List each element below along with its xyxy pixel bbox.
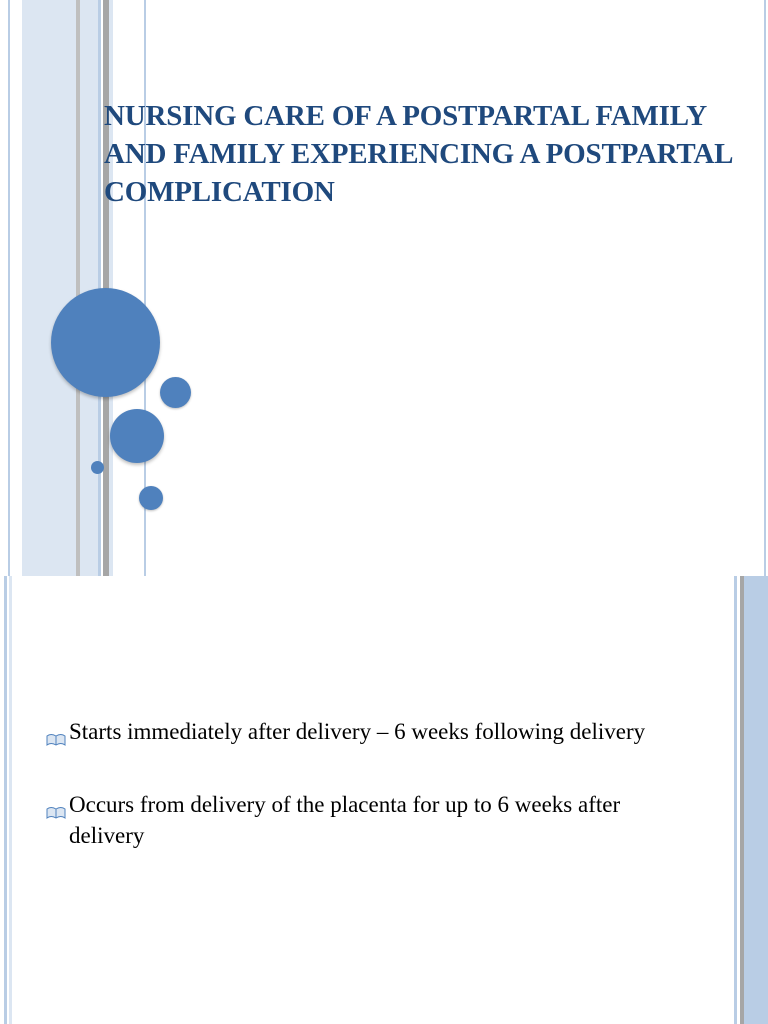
decorative-circle-medium xyxy=(110,409,164,463)
decorative-circle-tiny xyxy=(91,461,104,474)
bullet-book-icon xyxy=(46,723,66,736)
slide-title: NURSING CARE OF A POSTPARTAL FAMILY AND FAMILY EXPERIENCING A POSTPARTAL COMPLICATION xyxy=(104,100,732,208)
decorative-circle-small xyxy=(160,377,191,408)
bullet-book-icon xyxy=(46,796,66,809)
bullet-list xyxy=(46,716,686,893)
decorative-band xyxy=(744,576,768,1024)
content-slide xyxy=(0,576,768,1024)
decorative-band xyxy=(4,576,7,1024)
decorative-band xyxy=(764,0,766,576)
decorative-circle-small xyxy=(139,486,163,510)
decorative-band xyxy=(734,576,737,1024)
decorative-band xyxy=(22,0,76,576)
list-item xyxy=(46,789,686,851)
bullet-text: Starts immediately after delivery – 6 weeks following delivery xyxy=(69,719,646,744)
decorative-circle-large xyxy=(51,288,160,397)
list-item xyxy=(46,716,686,747)
bullet-text: Occurs from delivery of the placenta for up to 6 weeks after delivery xyxy=(69,792,621,848)
decorative-band xyxy=(8,0,10,576)
decorative-band xyxy=(9,576,12,1024)
